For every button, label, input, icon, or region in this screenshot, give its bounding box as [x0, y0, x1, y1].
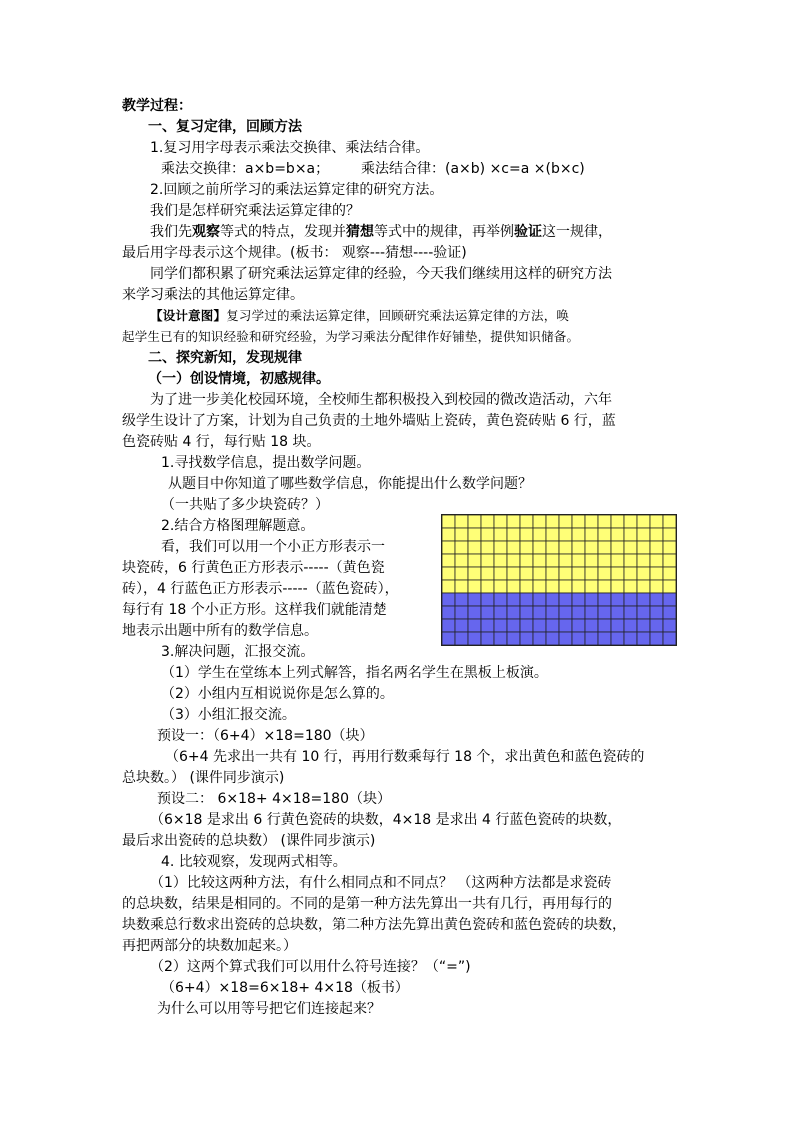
- yellow-tile: [559, 567, 572, 580]
- yellow-tile: [624, 515, 637, 528]
- yellow-tile: [650, 528, 663, 541]
- yellow-tile: [611, 580, 624, 593]
- yellow-tile: [611, 528, 624, 541]
- blue-tile: [507, 619, 520, 632]
- blue-tile: [611, 593, 624, 606]
- blue-tile: [572, 593, 585, 606]
- yellow-tile: [546, 528, 559, 541]
- blue-tile: [598, 632, 611, 645]
- blue-tile: [455, 606, 468, 619]
- blue-tile: [650, 632, 663, 645]
- yellow-tile: [533, 528, 546, 541]
- blue-tile: [559, 619, 572, 632]
- yellow-tile: [468, 554, 481, 567]
- method-line: 我们先观察等式的特点，发现并猜想等式中的规律，再举例验证这一规律，: [150, 224, 612, 240]
- yellow-tile: [585, 541, 598, 554]
- yellow-tile: [663, 528, 676, 541]
- yellow-tile: [546, 554, 559, 567]
- yellow-tile: [468, 580, 481, 593]
- yellow-tile: [650, 567, 663, 580]
- paragraph-line: 再把两部分的块数加起来。）: [122, 938, 297, 954]
- yellow-tile: [611, 567, 624, 580]
- yellow-tile: [611, 515, 624, 528]
- yellow-tile: [494, 515, 507, 528]
- yellow-tile: [494, 554, 507, 567]
- yellow-tile: [520, 528, 533, 541]
- blue-tile: [442, 606, 455, 619]
- yellow-tile: [650, 541, 663, 554]
- blue-tile: [637, 632, 650, 645]
- yellow-tile: [624, 580, 637, 593]
- blue-tile: [494, 619, 507, 632]
- yellow-tile: [455, 528, 468, 541]
- paragraph-line: 2.回顾之前所学习的乘法运算定律的研究方法。: [150, 182, 444, 198]
- blue-tile: [507, 632, 520, 645]
- paragraph-line: 的总块数，结果是相同的。不同的是第一种方法先算出一共有几行，再用每行的: [122, 896, 612, 912]
- yellow-tile: [663, 541, 676, 554]
- yellow-tile: [494, 580, 507, 593]
- yellow-tile: [442, 580, 455, 593]
- yellow-tile: [455, 567, 468, 580]
- yellow-tile: [494, 541, 507, 554]
- blue-tile: [442, 593, 455, 606]
- blue-tile: [520, 619, 533, 632]
- preset-2-formula: 预设二： 6×18+ 4×18=180（块）: [157, 791, 391, 807]
- yellow-tile: [546, 541, 559, 554]
- yellow-tile: [507, 580, 520, 593]
- yellow-tile: [442, 515, 455, 528]
- blue-tile: [468, 619, 481, 632]
- blue-tile: [546, 619, 559, 632]
- paragraph-line: 最后求出瓷砖的总块数） (课件同步演示): [122, 833, 376, 849]
- yellow-tile: [585, 567, 598, 580]
- blue-tile: [507, 593, 520, 606]
- yellow-tile: [494, 528, 507, 541]
- yellow-tile: [507, 515, 520, 528]
- yellow-tile: [650, 515, 663, 528]
- blue-tile: [559, 632, 572, 645]
- yellow-tile: [559, 515, 572, 528]
- yellow-tile: [624, 528, 637, 541]
- yellow-tile: [442, 528, 455, 541]
- subsection-title: （一）创设情境，初感规律。: [148, 371, 330, 387]
- paragraph-line: 我们是怎样研究乘法运算定律的？: [150, 203, 360, 219]
- blue-tile: [520, 593, 533, 606]
- blue-tile: [611, 632, 624, 645]
- blue-tile: [533, 593, 546, 606]
- yellow-tile: [611, 541, 624, 554]
- paragraph-line: 总块数。） (课件同步演示): [122, 770, 285, 786]
- section-1-title: 一、复习定律，回顾方法: [148, 119, 302, 135]
- blue-tile: [468, 632, 481, 645]
- yellow-tile: [481, 541, 494, 554]
- paragraph-line: （一共贴了多少块瓷砖？）: [161, 497, 329, 513]
- yellow-tile: [481, 580, 494, 593]
- section-2-title: 二、探究新知，发现规律: [148, 350, 302, 366]
- blue-tile: [585, 606, 598, 619]
- yellow-tile: [637, 567, 650, 580]
- blue-tile: [559, 606, 572, 619]
- yellow-tile: [585, 580, 598, 593]
- blue-tile: [468, 606, 481, 619]
- paragraph-line: （6×18 是求出 6 行黄色瓷砖的块数，4×18 是求出 4 行蓝色瓷砖的块数，: [150, 812, 622, 828]
- yellow-tile: [585, 528, 598, 541]
- yellow-tile: [533, 541, 546, 554]
- yellow-tile: [468, 515, 481, 528]
- yellow-tile: [637, 528, 650, 541]
- yellow-tile: [533, 515, 546, 528]
- blue-tile: [455, 593, 468, 606]
- blue-tile: [520, 632, 533, 645]
- yellow-tile: [481, 554, 494, 567]
- paragraph-line: 色瓷砖贴 4 行，每行贴 18 块。: [122, 434, 321, 450]
- yellow-tile: [572, 541, 585, 554]
- yellow-tile: [520, 541, 533, 554]
- blue-tile: [481, 619, 494, 632]
- blue-tile: [624, 619, 637, 632]
- paragraph-line: （1）学生在堂练本上列式解答，指名两名学生在黑板上板演。: [161, 665, 548, 681]
- blue-tile: [663, 606, 676, 619]
- blue-tile: [650, 593, 663, 606]
- blue-tile: [585, 619, 598, 632]
- yellow-tile: [637, 541, 650, 554]
- blue-tile: [650, 619, 663, 632]
- tile-grid-svg: [442, 515, 676, 645]
- yellow-tile: [572, 515, 585, 528]
- blue-tile: [572, 632, 585, 645]
- yellow-tile: [481, 567, 494, 580]
- paragraph-line: 块瓷砖，6 行黄色正方形表示-----（黄色瓷: [122, 560, 385, 576]
- blue-tile: [546, 593, 559, 606]
- yellow-tile: [481, 528, 494, 541]
- yellow-tile: [533, 554, 546, 567]
- yellow-tile: [624, 541, 637, 554]
- blue-tile: [663, 593, 676, 606]
- process-heading: 教学过程：: [122, 98, 192, 114]
- yellow-tile: [598, 515, 611, 528]
- blue-tile: [624, 606, 637, 619]
- yellow-tile: [572, 554, 585, 567]
- yellow-tile: [572, 580, 585, 593]
- design-intent-line: 【设计意图】复习学过的乘法运算定律，回顾研究乘法运算定律的方法，唤: [150, 308, 570, 323]
- blue-tile: [637, 593, 650, 606]
- paragraph-line: 为了进一步美化校园环境，全校师生都积极投入到校园的微改造活动，六年: [150, 392, 612, 408]
- blue-tile: [585, 593, 598, 606]
- yellow-tile: [455, 541, 468, 554]
- yellow-tile: [663, 554, 676, 567]
- yellow-tile: [507, 554, 520, 567]
- yellow-tile: [546, 515, 559, 528]
- blue-tile: [481, 593, 494, 606]
- yellow-tile: [494, 567, 507, 580]
- yellow-tile: [546, 567, 559, 580]
- blue-tile: [637, 619, 650, 632]
- blue-tile: [637, 606, 650, 619]
- yellow-tile: [520, 554, 533, 567]
- yellow-tile: [559, 580, 572, 593]
- yellow-tile: [598, 528, 611, 541]
- commutative-law: 乘法交换律：a×b=b×a；: [161, 161, 330, 177]
- yellow-tile: [520, 580, 533, 593]
- yellow-tile: [598, 554, 611, 567]
- blue-tile: [533, 619, 546, 632]
- blue-tile: [611, 619, 624, 632]
- yellow-tile: [585, 554, 598, 567]
- blue-tile: [442, 619, 455, 632]
- blue-tile: [455, 619, 468, 632]
- yellow-tile: [585, 515, 598, 528]
- blue-tile: [533, 606, 546, 619]
- blue-tile: [663, 619, 676, 632]
- yellow-tile: [598, 567, 611, 580]
- yellow-tile: [507, 541, 520, 554]
- associative-law: 乘法结合律：(a×b) ×c=a ×(b×c): [361, 161, 585, 177]
- yellow-tile: [520, 567, 533, 580]
- yellow-tile: [624, 554, 637, 567]
- yellow-tile: [637, 515, 650, 528]
- paragraph-line: 级学生设计了方案，计划为自己负责的土地外墙贴上瓷砖，黄色瓷砖贴 6 行，蓝: [122, 413, 616, 429]
- blue-tile: [494, 606, 507, 619]
- paragraph-line: 2.结合方格图理解题意。: [161, 518, 315, 534]
- yellow-tile: [598, 580, 611, 593]
- blue-tile: [624, 593, 637, 606]
- yellow-tile: [455, 554, 468, 567]
- yellow-tile: [637, 580, 650, 593]
- paragraph-line: （3）小组汇报交流。: [161, 707, 296, 723]
- yellow-tile: [507, 528, 520, 541]
- yellow-tile: [533, 567, 546, 580]
- blue-tile: [546, 606, 559, 619]
- paragraph-line: 4. 比较观察，发现两式相等。: [161, 854, 347, 870]
- yellow-tile: [468, 541, 481, 554]
- design-intent-line: 起学生已有的知识经验和研究经验，为学习乘法分配律作好铺垫，提供知识储备。: [122, 329, 580, 344]
- yellow-tile: [468, 528, 481, 541]
- paragraph-line: 3.解决问题，汇报交流。: [161, 644, 315, 660]
- blue-tile: [507, 606, 520, 619]
- yellow-tile: [442, 554, 455, 567]
- paragraph-line: 地表示出题中所有的数学信息。: [122, 623, 318, 639]
- yellow-tile: [572, 528, 585, 541]
- yellow-tile: [663, 580, 676, 593]
- paragraph-line: 同学们都积累了研究乘法运算定律的经验，今天我们继续用这样的研究方法: [150, 266, 612, 282]
- blue-tile: [442, 632, 455, 645]
- paragraph-line: 来学习乘法的其他运算定律。: [122, 287, 304, 303]
- board-formula: （6+4）×18=6×18+ 4×18（板书）: [161, 980, 409, 996]
- yellow-tile: [481, 515, 494, 528]
- blue-tile: [598, 619, 611, 632]
- yellow-tile: [442, 541, 455, 554]
- paragraph-line: （1）比较这两种方法，有什么相同点和不同点？ （这两种方法都是求瓷砖: [150, 875, 612, 891]
- paragraph-line: （6+4 先求出一共有 10 行，再用行数乘每行 18 个，求出黄色和蓝色瓷砖的: [165, 749, 645, 765]
- yellow-tile: [546, 580, 559, 593]
- tile-grid-figure: [441, 514, 677, 646]
- paragraph-line: 为什么可以用等号把它们连接起来？: [157, 1001, 381, 1017]
- blue-tile: [481, 632, 494, 645]
- yellow-tile: [650, 580, 663, 593]
- blue-tile: [572, 606, 585, 619]
- blue-tile: [650, 606, 663, 619]
- yellow-tile: [624, 567, 637, 580]
- yellow-tile: [507, 567, 520, 580]
- paragraph-line: 1.寻找数学信息，提出数学问题。: [161, 455, 371, 471]
- blue-tile: [494, 593, 507, 606]
- yellow-tile: [559, 554, 572, 567]
- yellow-tile: [533, 580, 546, 593]
- paragraph-line: 从题目中你知道了哪些数学信息，你能提出什么数学问题？: [168, 476, 532, 492]
- blue-tile: [468, 593, 481, 606]
- yellow-tile: [520, 515, 533, 528]
- blue-tile: [598, 606, 611, 619]
- blue-tile: [520, 606, 533, 619]
- blue-tile: [611, 606, 624, 619]
- blue-tile: [663, 632, 676, 645]
- blue-tile: [546, 632, 559, 645]
- blue-tile: [481, 606, 494, 619]
- preset-1-formula: 预设一：（6+4）×18=180（块）: [157, 728, 374, 744]
- blue-tile: [494, 632, 507, 645]
- paragraph-line: （2）小组内互相说说你是怎么算的。: [161, 686, 394, 702]
- yellow-tile: [650, 554, 663, 567]
- paragraph-line: 最后用字母表示这个规律。(板书： 观察---猜想----验证): [122, 245, 467, 261]
- blue-tile: [572, 619, 585, 632]
- blue-tile: [455, 632, 468, 645]
- blue-tile: [533, 632, 546, 645]
- yellow-tile: [572, 567, 585, 580]
- paragraph-line: 块数乘总行数求出瓷砖的总块数，第二种方法先算出黄色瓷砖和蓝色瓷砖的块数，: [122, 917, 626, 933]
- paragraph-line: 1.复习用字母表示乘法交换律、乘法结合律。: [150, 140, 430, 156]
- yellow-tile: [637, 554, 650, 567]
- paragraph-line: 看，我们可以用一个小正方形表示一: [161, 539, 385, 555]
- yellow-tile: [468, 567, 481, 580]
- blue-tile: [559, 593, 572, 606]
- yellow-tile: [663, 567, 676, 580]
- paragraph-line: 每行有 18 个小正方形。这样我们就能清楚: [122, 602, 387, 618]
- yellow-tile: [598, 541, 611, 554]
- yellow-tile: [663, 515, 676, 528]
- blue-tile: [585, 632, 598, 645]
- blue-tile: [598, 593, 611, 606]
- yellow-tile: [559, 528, 572, 541]
- yellow-tile: [455, 515, 468, 528]
- yellow-tile: [455, 580, 468, 593]
- blue-tile: [624, 632, 637, 645]
- paragraph-line: （2）这两个算式我们可以用什么符号连接？（“=”): [150, 959, 471, 975]
- yellow-tile: [559, 541, 572, 554]
- yellow-tile: [442, 567, 455, 580]
- yellow-tile: [611, 554, 624, 567]
- paragraph-line: 砖），4 行蓝色正方形表示-----（蓝色瓷砖），: [122, 581, 399, 597]
